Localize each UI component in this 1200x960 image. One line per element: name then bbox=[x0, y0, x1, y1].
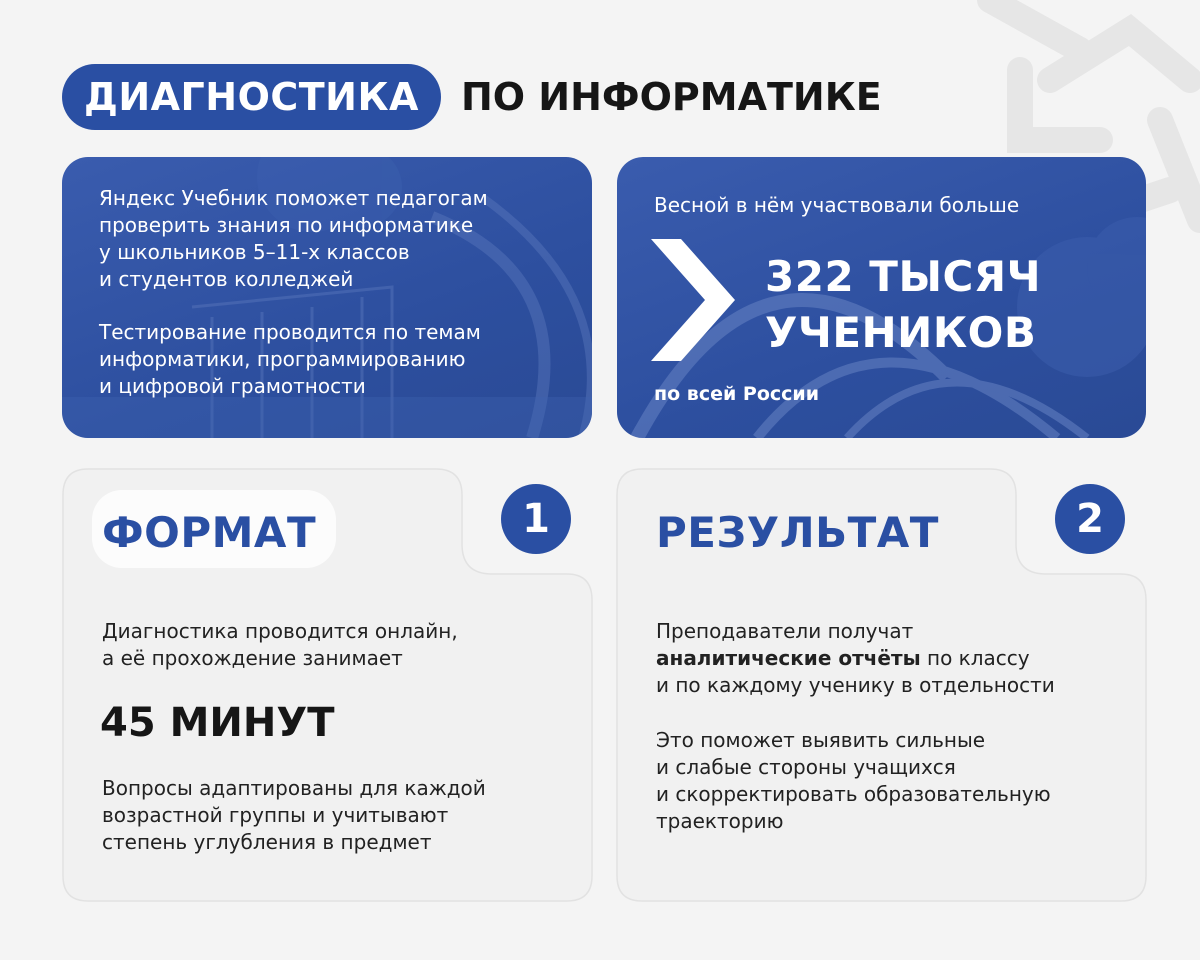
title-highlight: ДИАГНОСТИКА bbox=[62, 64, 441, 130]
chevron-right-icon bbox=[651, 239, 735, 361]
duration-value: 45 МИНУТ bbox=[100, 700, 335, 746]
info-paragraph-1: Яндекс Учебник поможет педагогам проверить знания по информатике у школьников 5–11-х классов и студентов колледжей bbox=[99, 186, 488, 291]
stats-value: 322 ТЫСЯЧ УЧЕНИКОВ bbox=[765, 252, 1042, 357]
info-paragraph-2: Тестирование проводится по темам информатики, программированию и цифровой грамотности bbox=[99, 320, 481, 398]
number-badge: 2 bbox=[1055, 484, 1125, 554]
format-text-1: Диагностика проводится онлайн, а её прохождение занимает bbox=[102, 619, 458, 670]
title-rest: ПО ИНФОРМАТИКЕ bbox=[460, 75, 882, 119]
format-card bbox=[62, 468, 593, 902]
info-card bbox=[62, 157, 592, 438]
stats-sub: по всей России bbox=[654, 383, 820, 405]
result-card bbox=[616, 468, 1147, 902]
format-text-2: Вопросы адаптированы для каждой возрастной группы и учитывают степень углубления в предмет bbox=[102, 776, 486, 854]
result-text-2: Это поможет выявить сильные и слабые стороны учащихся и скорректировать образовательную траекторию bbox=[656, 728, 1051, 833]
result-text-1: Преподаватели получат аналитические отчёты по классу и по каждому ученику в отдельности bbox=[656, 619, 1055, 697]
result-heading: РЕЗУЛЬТАТ bbox=[656, 508, 939, 557]
stats-lead: Весной в нём участвовали больше bbox=[654, 193, 1020, 217]
emphasis-text: аналитические отчёты bbox=[656, 646, 921, 670]
number-badge: 1 bbox=[501, 484, 571, 554]
stats-card bbox=[617, 157, 1146, 438]
info-text bbox=[99, 185, 559, 400]
format-heading: ФОРМАТ bbox=[102, 508, 317, 557]
page-title bbox=[62, 64, 882, 130]
